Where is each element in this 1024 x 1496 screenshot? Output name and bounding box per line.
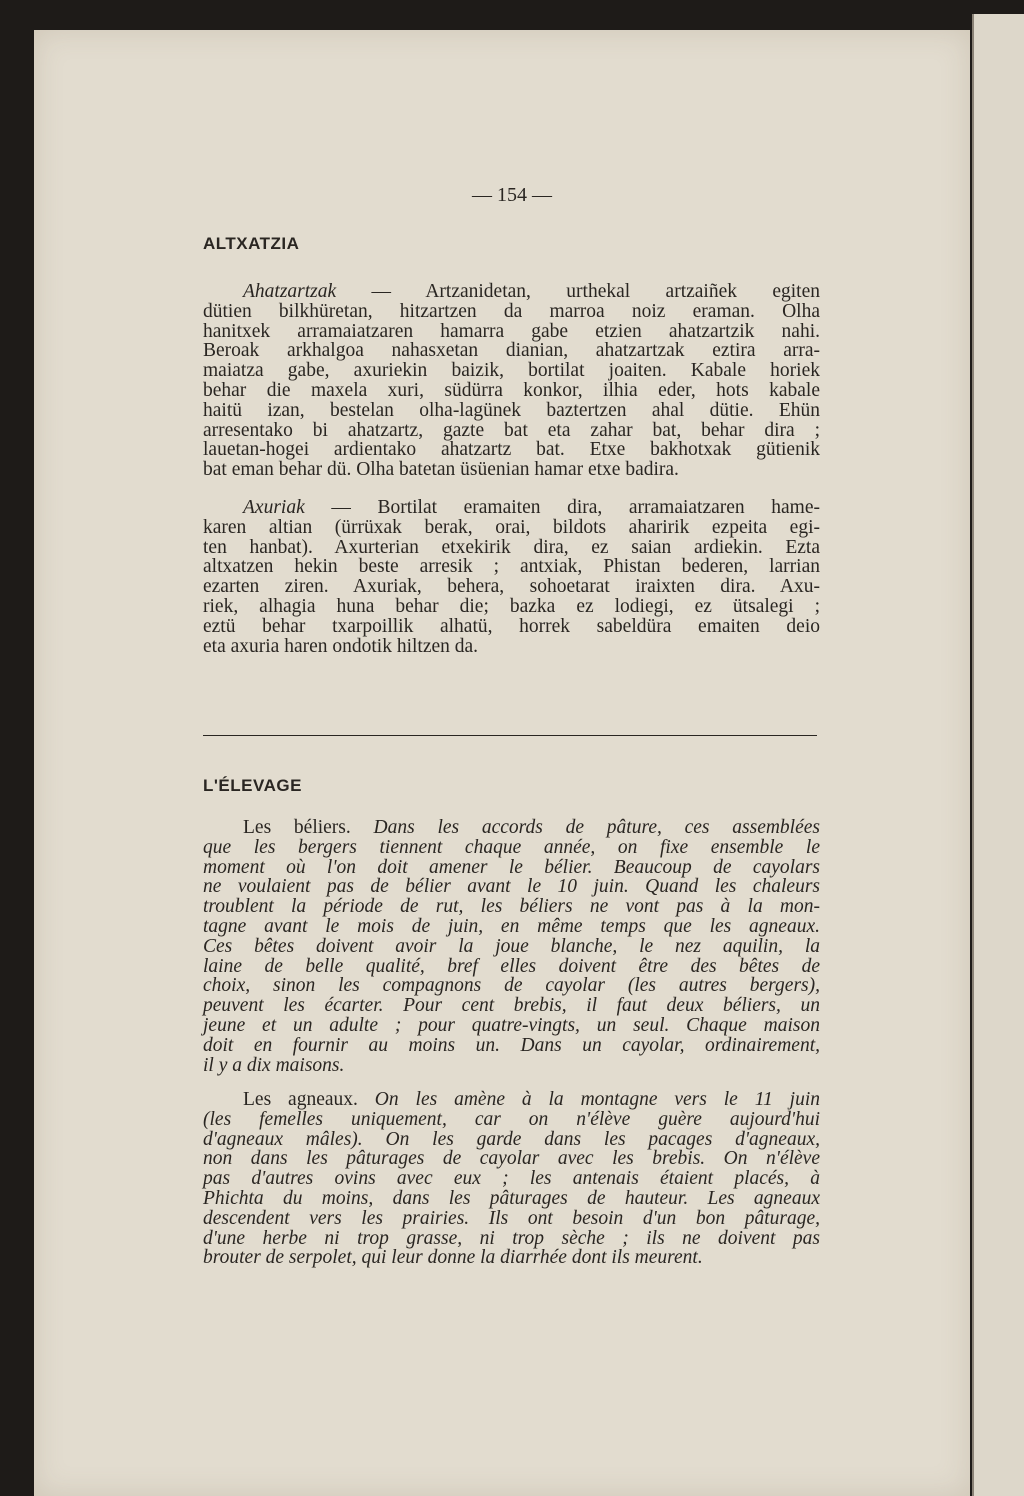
- section-heading-french: L'ÉLEVAGE: [203, 776, 302, 795]
- paragraph-line: il y a dix maisons.: [203, 1054, 345, 1076]
- paragraph-line: hanitxek arramaiatzaren hamarra gabe etzien ahatzartzik nahi.: [203, 320, 820, 342]
- paragraph-text: Dans les accords de pâture, ces assemblées: [373, 817, 820, 838]
- paragraph-line: peuvent les écarter. Pour cent brebis, il faut deux béliers, un: [203, 995, 820, 1017]
- paragraph-line: descendent vers les prairies. Ils ont besoin d'un bon pâturage,: [203, 1207, 820, 1229]
- paragraph-first-line: [203, 1090, 820, 1110]
- paragraph-line: choix, sinon les compagnons de cayolar (les autres bergers),: [203, 975, 820, 997]
- paragraph-line: ne voulaient pas de bélier avant le 10 juin. Quand les chaleurs: [203, 876, 820, 898]
- paragraph-line: Phichta du moins, dans les pâturages de hauteur. Les agneaux: [203, 1187, 820, 1209]
- adjacent-page-edge: [972, 14, 1024, 1496]
- paragraph-line: Beroak arkhalgoa nahasxetan dianian, ahatzartzak eztira arra-: [203, 340, 820, 362]
- paragraph-lead: Les béliers.: [243, 817, 351, 838]
- paragraph-line: moment où l'on doit amener le bélier. Beaucoup de cayolars: [203, 856, 820, 878]
- paragraph-beliers: [203, 818, 820, 1075]
- paragraph-line: eztü behar txarpoillik alhatü, horrek sabeldüra emaiten deio: [203, 615, 820, 637]
- paragraph-line: jeune et un adulte ; pour quatre-vingts, un seul. Chaque maison: [203, 1014, 820, 1036]
- paragraph-line: laine de belle qualité, bref elles doivent être des bêtes de: [203, 955, 820, 977]
- paragraph-agneaux: [203, 1090, 820, 1268]
- paragraph-line: ezarten ziren. Axuriak, behera, sohoetarat iraixten dira. Axu-: [203, 576, 820, 598]
- page-number: — 154 —: [472, 184, 552, 206]
- paragraph-line: behar die maxela xuri, südürra konkor, ilhia eder, hots kabale: [203, 379, 820, 401]
- paragraph-line: d'agneaux mâles). On les garde dans les pacages d'agneaux,: [203, 1128, 820, 1150]
- paragraph-line: riek, alhagia huna behar die; bazka ez lodiegi, ez ütsalegi ;: [203, 595, 820, 617]
- paragraph-axuriak: [203, 498, 820, 656]
- paragraph-line: haitü izan, bestelan olha-lagünek baztertzen ahal dütie. Ehün: [203, 399, 820, 421]
- paragraph-ahatzartzak: [203, 282, 820, 480]
- paragraph-line: arresentako bi ahatzartz, gazte bat eta zahar bat, behar dira ;: [203, 419, 820, 441]
- paragraph-lead: Ahatzartzak: [243, 281, 337, 302]
- paragraph-line: doit en fournir au moins un. Dans un cayolar, ordinairement,: [203, 1034, 820, 1056]
- paragraph-lead: Les agneaux.: [243, 1089, 358, 1110]
- paragraph-line: dütien bilkhüretan, hitzartzen da marroa noiz eraman. Olha: [203, 300, 820, 322]
- paragraph-line: bat eman behar dü. Olha batetan üsüenian hamar etxe badira.: [203, 459, 679, 481]
- paragraph-text: — Bortilat eramaiten dira, arramaiatzaren hame-: [331, 497, 821, 518]
- paragraph-first-line: [203, 818, 820, 838]
- paragraph-text: On les amène à la montagne vers le 11 juin: [374, 1089, 820, 1110]
- section-heading-basque: ALTXATZIA: [203, 234, 300, 253]
- paragraph-line: ten hanbat). Axurterian etxekirik dira, ez saian ardiekin. Ezta: [203, 536, 820, 558]
- paragraph-line: lauetan-hogei ardientako ahatzartz bat. Etxe bakhotxak gütienik: [203, 439, 820, 461]
- section-divider: [203, 735, 817, 736]
- paragraph-first-line: [203, 282, 820, 302]
- paragraph-line: Ces bêtes doivent avoir la joue blanche, le nez aquilin, la: [203, 935, 820, 957]
- paragraph-line: que les bergers tiennent chaque année, on fixe ensemble le: [203, 836, 820, 858]
- paragraph-text: — Artzanidetan, urthekal artzaiñek egiten: [371, 281, 821, 302]
- paragraph-first-line: [203, 498, 820, 518]
- book-page: [34, 30, 970, 1496]
- paragraph-line: d'une herbe ni trop grasse, ni trop sèche ; ils ne doivent pas: [203, 1227, 820, 1249]
- paragraph-lead: Axuriak: [243, 497, 305, 518]
- paragraph-line: eta axuria haren ondotik hiltzen da.: [203, 635, 479, 657]
- paragraph-line: brouter de serpolet, qui leur donne la diarrhée dont ils meurent.: [203, 1247, 703, 1269]
- paragraph-line: (les femelles uniquement, car on n'élève guère aujourd'hui: [203, 1108, 820, 1130]
- paragraph-line: maiatza gabe, axuriekin baizik, bortilat joaiten. Kabale horiek: [203, 360, 820, 382]
- paragraph-line: tagne avant le mois de juin, en même temps que les agneaux.: [203, 915, 820, 937]
- paragraph-line: karen altian (ürrüxak berak, orai, bildots aharirik ezpeita egi-: [203, 516, 820, 538]
- paragraph-line: altxatzen hekin beste arresik ; antxiak, Phistan bederen, larrian: [203, 556, 820, 578]
- paragraph-line: pas d'autres ovins avec eux ; les antenais étaient placés, à: [203, 1168, 820, 1190]
- paragraph-line: non dans les pâturages de cayolar avec les brebis. On n'élève: [203, 1148, 820, 1170]
- paragraph-line: troublent la période de rut, les béliers ne vont pas à la mon-: [203, 896, 820, 918]
